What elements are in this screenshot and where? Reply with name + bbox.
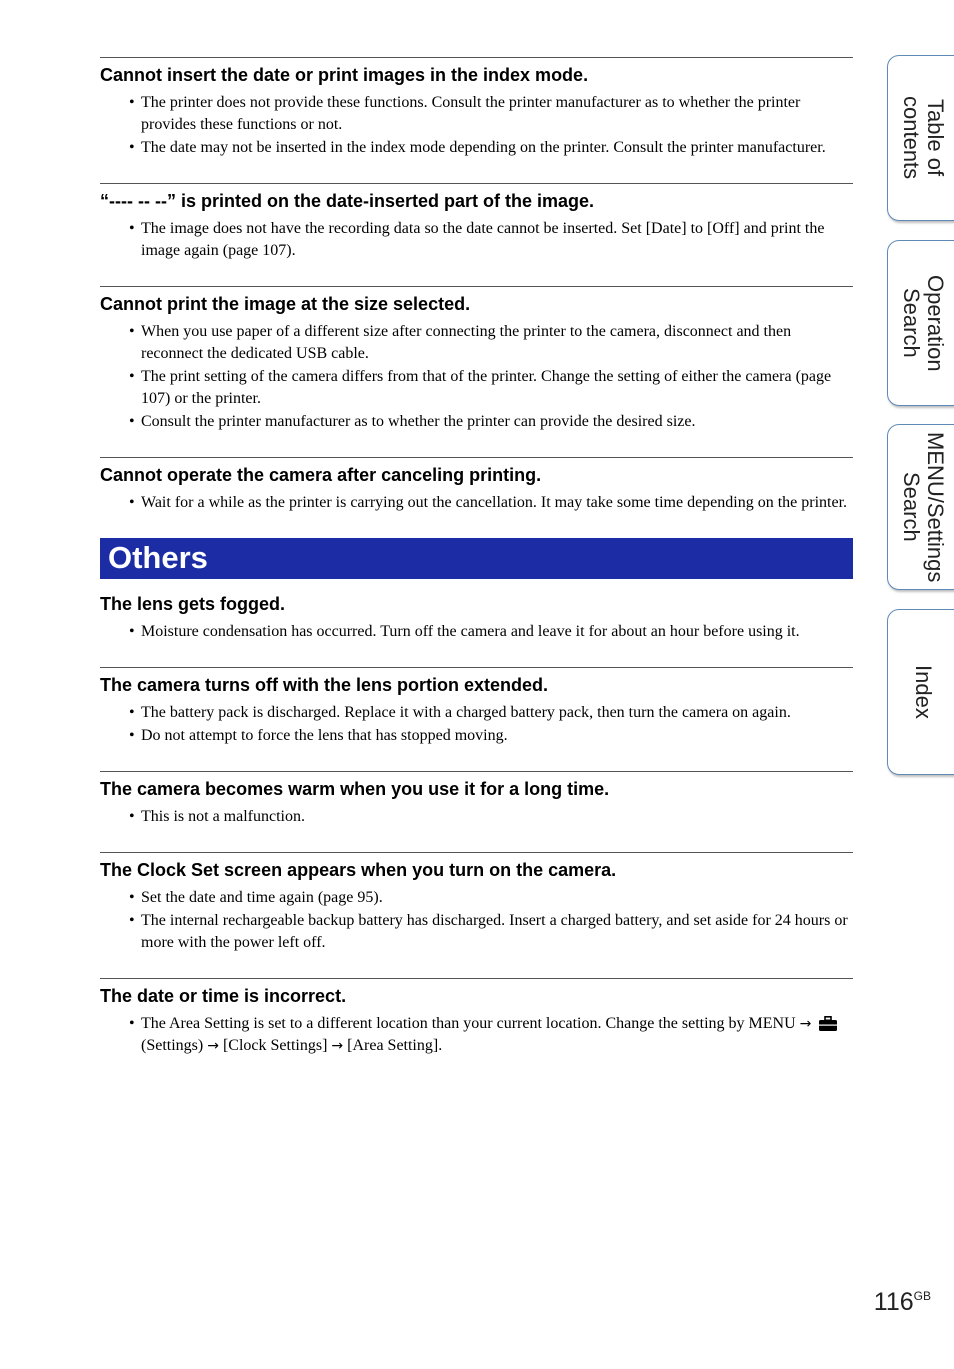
main-content	[100, 57, 853, 1081]
bullet-item	[100, 725, 853, 747]
bullet-dot: •	[129, 912, 135, 929]
bullet-item	[100, 321, 853, 365]
page-number-value: 116	[873, 1288, 914, 1316]
bullet-dot: •	[129, 323, 135, 340]
tab-menu-settings-search[interactable]	[887, 424, 954, 590]
section	[100, 579, 853, 643]
section	[100, 457, 853, 514]
tab-label: Index	[911, 665, 936, 719]
area-setting-label: [Area Setting].	[347, 1037, 443, 1054]
section-title: Cannot operate the camera after canceling printing.	[100, 465, 542, 485]
tab-label: MENU/Settings Search	[899, 431, 948, 583]
arrow-icon: →	[331, 1038, 344, 1054]
section	[100, 852, 853, 954]
bullet-item	[100, 411, 853, 433]
bullet-text: The battery pack is discharged. Replace it with a charged battery pack, then turn the camera on again.	[141, 704, 791, 721]
clock-settings-label: [Clock Settings]	[222, 1037, 328, 1054]
bullet-item	[100, 137, 853, 159]
bullet-item	[100, 702, 853, 724]
bullet-dot: •	[129, 889, 135, 906]
bullet-text: The internal rechargeable backup battery has discharged. Insert a charged battery, and set aside for 24 hours or more with the power left off.	[141, 912, 848, 951]
bullet-item	[100, 92, 853, 136]
section-title: Cannot print the image at the size selected.	[100, 294, 471, 314]
tab-index[interactable]	[887, 609, 954, 775]
bullet-dot: •	[129, 623, 135, 640]
section-title: Cannot insert the date or print images in the index mode.	[100, 65, 589, 85]
tab-operation-search[interactable]	[887, 240, 954, 406]
bullet-text: Do not attempt to force the lens that has stopped moving.	[141, 727, 508, 744]
section-title: The camera becomes warm when you use it for a long time.	[100, 779, 610, 799]
bullet-item	[100, 218, 853, 262]
bullet-item	[100, 806, 853, 828]
section	[100, 667, 853, 747]
menu-label: MENU	[748, 1015, 796, 1032]
section	[100, 771, 853, 828]
tab-table-of-contents[interactable]	[887, 55, 954, 221]
bullet-text: The Area Setting is set to a different location than your current location. Change the setting by	[141, 1015, 745, 1032]
bullet-dot: •	[129, 1015, 135, 1032]
section-title: “---- -- --” is printed on the date-inserted part of the image.	[100, 191, 595, 211]
bullet-text: The print setting of the camera differs from that of the printer. Change the setting of either the camera (page 107) or the printer.	[141, 368, 832, 407]
bullet-dot: •	[129, 413, 135, 430]
others-sections	[100, 579, 853, 954]
section	[100, 286, 853, 433]
bullet-text: When you use paper of a different size after connecting the printer to the camera, disconnect and then reconnect the dedicated USB cable.	[141, 323, 792, 362]
section-title: The lens gets fogged.	[100, 594, 286, 614]
bullet-item	[100, 1013, 853, 1057]
page-number-suffix: GB	[913, 1289, 931, 1303]
bullet-text: The image does not have the recording data so the date cannot be inserted. Set [Date] to [Off] and print the image again (page 107).	[141, 220, 825, 259]
tab-label: Table of contents	[899, 96, 948, 180]
others-heading: Others	[100, 538, 853, 579]
bullet-item	[100, 910, 853, 954]
bullet-dot: •	[129, 139, 135, 156]
section-title: The date or time is incorrect.	[100, 986, 347, 1006]
bullet-item	[100, 492, 853, 514]
tab-label: Operation Search	[899, 274, 948, 372]
bullet-dot: •	[129, 94, 135, 111]
bullet-text: Moisture condensation has occurred. Turn off the camera and leave it for about an hour before using it.	[141, 623, 800, 640]
bullet-text: Wait for a while as the printer is carrying out the cancellation. It may take some time depending on the printer.	[141, 494, 848, 511]
bullet-text: The date may not be inserted in the index mode depending on the printer. Consult the printer manufacturer.	[141, 139, 826, 156]
bullet-item	[100, 366, 853, 410]
bullet-dot: •	[129, 704, 135, 721]
toolbox-icon	[819, 1016, 837, 1031]
arrow-icon: →	[207, 1038, 219, 1054]
section-title: The camera turns off with the lens portion extended.	[100, 675, 549, 695]
bullet-dot: •	[129, 727, 135, 744]
bullet-dot: •	[129, 808, 135, 825]
bullet-text: This is not a malfunction.	[141, 808, 305, 825]
section	[100, 183, 853, 262]
bullet-text: Consult the printer manufacturer as to whether the printer can provide the desired size.	[141, 413, 696, 430]
section-title: The Clock Set screen appears when you turn on the camera.	[100, 860, 617, 880]
bullet-dot: •	[129, 220, 135, 237]
bullet-dot: •	[129, 494, 135, 511]
bullet-item	[100, 887, 853, 909]
page-number	[874, 1288, 931, 1317]
bullet-text: The printer does not provide these functions. Consult the printer manufacturer as to whether the printer provides these functions or not.	[141, 94, 801, 133]
arrow-icon: →	[799, 1016, 812, 1032]
bullet-item	[100, 621, 853, 643]
section-date-time	[100, 978, 853, 1057]
top-sections	[100, 57, 853, 514]
settings-label: (Settings)	[141, 1037, 204, 1054]
bullet-dot: •	[129, 368, 135, 385]
bullet-text: Set the date and time again (page 95).	[141, 889, 383, 906]
section	[100, 57, 853, 159]
